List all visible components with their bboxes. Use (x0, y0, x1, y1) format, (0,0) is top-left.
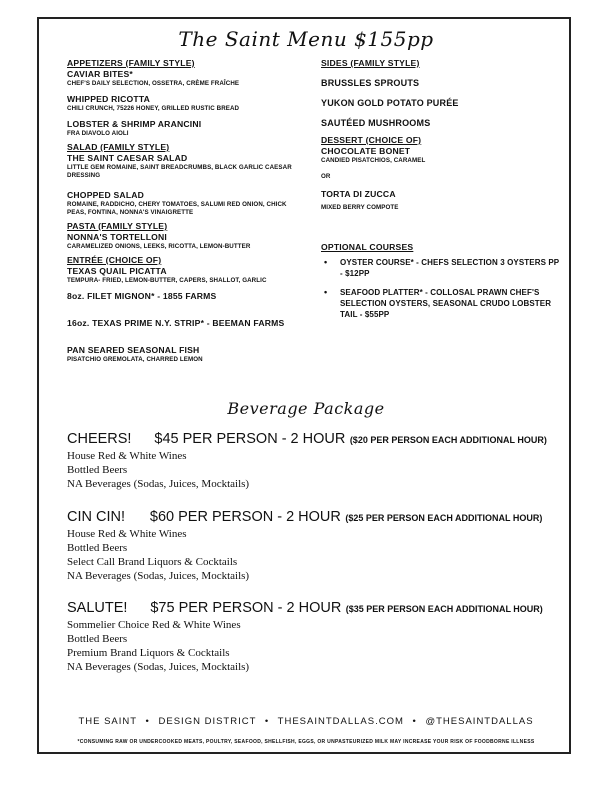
entree-item-desc: PISATCHIO GREMOLATA, CHARRED LEMON (67, 356, 203, 363)
side-item: YUKON GOLD POTATO PURÉE (321, 98, 459, 108)
footer-separator: • (264, 716, 270, 727)
appetizer-item-desc: FRA DIAVOLO AIOLI (67, 130, 129, 137)
footer-social-handle[interactable]: @THESAINTDALLAS (425, 716, 534, 727)
package-price: $75 PER PERSON - 2 HOUR (150, 600, 342, 616)
package-price: $45 PER PERSON - 2 HOUR (154, 431, 346, 447)
footer-bar (0, 716, 612, 727)
package-line: Bottled Beers (67, 464, 128, 476)
optional-course-item: • OYSTER COURSE* - CHEFS SELECTION 3 OYSTERS PP - $12PP (321, 257, 561, 279)
optional-courses-heading: OPTIONAL COURSES (321, 242, 414, 252)
salad-item-name: CHOPPED SALAD (67, 190, 145, 200)
menu-title: The Saint Menu $155pp (178, 27, 434, 51)
beverage-package (67, 599, 567, 674)
appetizer-item-desc: CHILI CRUNCH, 75226 HONEY, GRILLED RUSTIC BREAD (67, 105, 240, 112)
optional-courses-list (321, 257, 561, 320)
footer-brand: THE SAINT (78, 716, 137, 727)
package-price: $60 PER PERSON - 2 HOUR (149, 509, 341, 525)
appetizer-item-name: CAVIAR BITES* (67, 69, 133, 79)
package-line: Bottled Beers (67, 542, 128, 554)
entree-item-name: TEXAS QUAIL PICATTA (67, 266, 167, 276)
dessert-item-name: CHOCOLATE BONET (321, 146, 411, 156)
package-line: Sommelier Choice Red & White Wines (67, 619, 241, 631)
package-name: CHEERS! (67, 431, 132, 447)
appetizer-item-name: WHIPPED RICOTTA (67, 94, 151, 104)
optional-course-item: • SEAFOOD PLATTER* - COLLOSAL PRAWN CHEF'S SELECTION OYSTERS, SEASONAL CRUDO LOBSTER TAIL - $55PP (321, 287, 561, 320)
entree-item-name: 8oz. FILET MIGNON* - 1855 FARMS (67, 291, 217, 301)
footer-location: DESIGN DISTRICT (158, 716, 257, 727)
appetizer-item-desc: CHEF'S DAILY SELECTION, OSSETRA, CRÈME FRAÎCHE (67, 80, 240, 87)
package-line: Select Call Brand Liquors & Cocktails (67, 556, 238, 568)
food-safety-disclaimer: *CONSUMING RAW OR UNDERCOOKED MEATS, POULTRY, SEAFOOD, SHELLFISH, EGGS, OR UNPASTEURIZED MILK MAY INCREASE YOUR RISK OF FOODBORNE ILLNESS (77, 739, 535, 745)
package-line: NA Beverages (Sodas, Juices, Mocktails) (67, 570, 250, 582)
beverage-title: Beverage Package (227, 399, 385, 418)
salad-item-desc: ROMAINE, RADDICHO, CHERY TOMATOES, SALUMI RED ONION, CHICK PEAS, FONTINA, NONNA'S VINAIGRETTE (67, 201, 287, 216)
side-item: SAUTÉED MUSHROOMS (321, 118, 431, 128)
package-extra-hour: ($35 PER PERSON EACH ADDITIONAL HOUR) (345, 604, 543, 614)
pasta-item-name: NONNA'S TORTELLONI (67, 232, 168, 242)
package-line: Bottled Beers (67, 633, 128, 645)
pasta-heading: PASTA (FAMILY STYLE) (67, 221, 168, 231)
entree-item-name: 16oz. TEXAS PRIME N.Y. STRIP* - BEEMAN FARMS (67, 318, 285, 328)
salad-item-name: THE SAINT CAESAR SALAD (67, 153, 188, 163)
entree-item-desc: TEMPURA- FRIED, LEMON-BUTTER, CAPERS, SHALLOT, GARLIC (67, 277, 267, 284)
package-line: House Red & White Wines (67, 528, 187, 540)
dessert-item-name: TORTA DI ZUCCA (321, 189, 396, 199)
dessert-or-label: OR (321, 173, 331, 180)
appetizer-item-name: LOBSTER & SHRIMP ARANCINI (67, 119, 202, 129)
package-line: House Red & White Wines (67, 450, 187, 462)
left-menu-column (67, 58, 312, 364)
package-line: NA Beverages (Sodas, Juices, Mocktails) (67, 478, 250, 490)
footer-separator: • (145, 716, 150, 727)
side-item: BRUSSLES SPROUTS (321, 78, 420, 88)
appetizers-heading: APPETIZERS (FAMILY STYLE) (67, 58, 195, 68)
pasta-item-desc: CARAMELIZED ONIONS, LEEKS, RICOTTA, LEMON-BUTTER (67, 243, 251, 250)
package-extra-hour: ($20 PER PERSON EACH ADDITIONAL HOUR) (349, 435, 547, 445)
package-extra-hour: ($25 PER PERSON EACH ADDITIONAL HOUR) (345, 513, 543, 523)
footer-website-link[interactable]: THESAINTDALLAS.COM (277, 716, 404, 727)
entree-item-name: PAN SEARED SEASONAL FISH (67, 345, 200, 355)
package-line: Premium Brand Liquors & Cocktails (67, 647, 230, 659)
package-name: CIN CIN! (67, 509, 125, 525)
beverage-package (67, 508, 567, 583)
entree-heading: ENTRÉE (CHOICE OF) (67, 255, 162, 265)
beverage-package (67, 430, 567, 491)
package-line: NA Beverages (Sodas, Juices, Mocktails) (67, 661, 250, 673)
package-name: SALUTE! (67, 600, 128, 616)
sides-heading: SIDES (FAMILY STYLE) (321, 58, 420, 68)
right-menu-column (321, 58, 561, 328)
dessert-heading: DESSERT (CHOICE OF) (321, 135, 422, 145)
salad-item-desc: LITTLE GEM ROMAINE, SAINT BREADCRUMBS, BLACK GARLIC CAESAR DRESSING (67, 164, 292, 179)
footer-separator: • (412, 716, 417, 727)
salad-heading: SALAD (FAMILY STYLE) (67, 142, 170, 152)
dessert-item-desc: MIXED BERRY COMPOTE (321, 204, 399, 211)
dessert-item-desc: CANDIED PISATCHIOS, CARAMEL (321, 157, 426, 164)
